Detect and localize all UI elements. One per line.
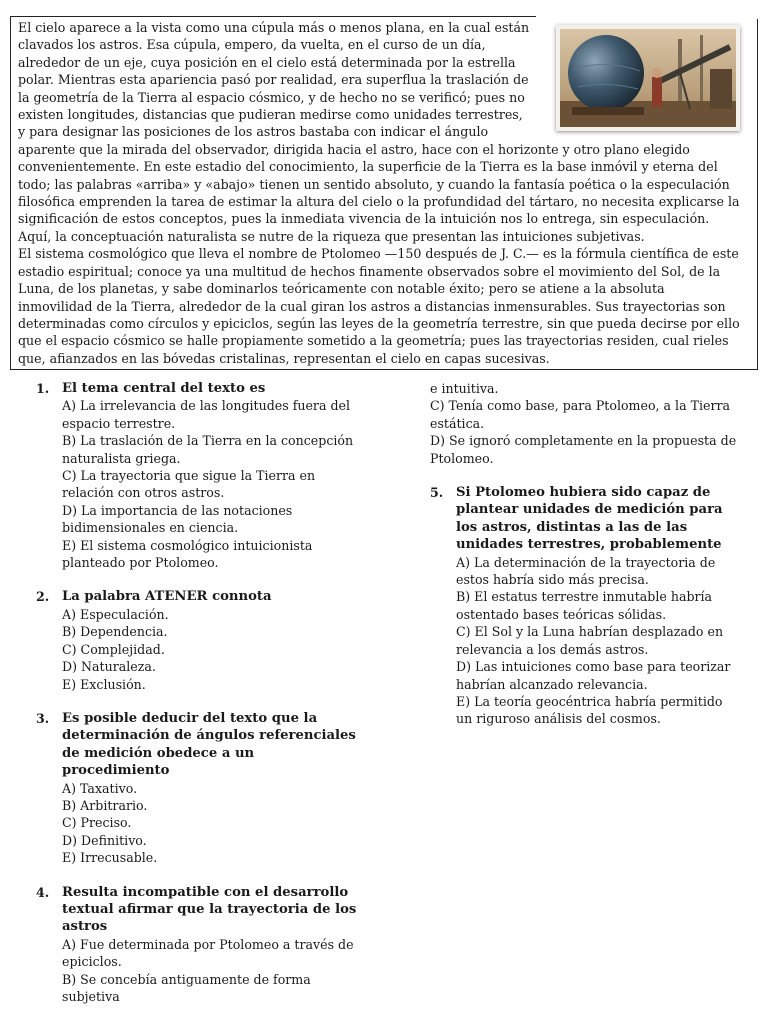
question-text: Si Ptolomeo hubiera sido capaz de plantear unidades de medición para los astros, distintas a las de las unidades terrestres, probablemente xyxy=(456,485,723,553)
option-a: A) La determinación de la trayectoria de estos habría sido más precisa. xyxy=(456,554,716,588)
question-text: La palabra ATENER connota xyxy=(62,589,272,605)
option-d: D) Se ignoró completamente en la propuesta de Ptolomeo. xyxy=(430,433,737,466)
questions-left-column xyxy=(36,380,366,1022)
option-b: B) Dependencia. xyxy=(62,624,168,640)
option-c: C) La trayectoria que sigue la Tierra en relación con otros astros. xyxy=(62,468,316,501)
question-text: Es posible deducir del texto que la determinación de ángulos referenciales de medición obedece a un procedimiento xyxy=(62,710,356,779)
option-a: A) Taxativo. xyxy=(62,780,138,796)
question-text: El tema central del texto es xyxy=(62,381,266,396)
option-e: E) La teoría geocéntrica habría permitido un riguroso análisis del cosmos. xyxy=(456,693,723,727)
question-number: 2. xyxy=(36,589,50,605)
option-b: B) Se concebía antiguamente de forma subjetiva xyxy=(62,971,311,1004)
question-number: 1. xyxy=(36,381,50,396)
passage-paragraph-1: El cielo aparece a la vista como una cúpula más o menos plana, en la cual están clavados los astros. Esa cúpula, empero, da vuelta, en el curso de un día, alrededor de un eje, cuya posición en el cielo está determinada por la estrella polar. Mientras esta apariencia pasó por realidad, era superflua la traslación de la geometría de la Tierra al espacio cósmico, y de hecho no se verificó; pues no existen longitudes, distancias que pudieran medirse como unidades terrestres, y para designar las posiciones de los astros bastaba con indicar el ángulo aparente que la mirada del observador, dirigida hacia el astro, hace con el horizonte y otro plano elegido convenientemente. En este estadio del conocimiento, la superficie de la Tierra es la base inmóvil y eterna del todo; las palabras «arriba» y «abajo» tienen un sentido absoluto, y cuando la fantasía poética o la especulación filosófica emprenden la tarea de estimar la altura del cielo o la profundidad del tártaro, no necesita explicarse la significación de estos conceptos, pues la inmediata vivencia de la intuición nos lo entrega, sin especulación. Aquí, la conceptuación naturalista se nutre de la riqueza que presentan las intuiciones subjetivas. xyxy=(18,20,740,244)
option-a: A) Fue determinada por Ptolomeo a través de epiciclos. xyxy=(62,936,354,970)
option-e: E) Irrecusable. xyxy=(62,850,158,866)
passage-paragraph-2: El sistema cosmológico que lleva el nombre de Ptolomeo —150 después de J. C.— es la fórmula científica de este estadio espiritual; conoce ya una multitud de hechos finamente observados sobre el movimiento del Sol, de la Luna, de los planetas, y sabe dominarlos teóricamente con notable éxito; pero se atiene a la absoluta inmovilidad de la Tierra, alrededor de la cual giran los astros a distancias inmensurables. Sus trayectorias son determinadas como círculos y epiciclos, según las leyes de la geometría terrestre, sin que pueda decirse por ello que el espacio cósmico se halle propiamente sometido a la geometría; pues las trayectorias residen, cual rieles que, afianzados en las bóvedas cristalinas, representan el cielo en capas sucesivas. xyxy=(18,246,740,366)
option-b: B) Arbitrario. xyxy=(62,797,148,813)
option-e: E) Exclusión. xyxy=(62,676,146,692)
option-e: E) El sistema cosmológico intuicionista planteado por Ptolomeo. xyxy=(62,537,313,571)
option-a: A) Especulación. xyxy=(62,606,169,622)
question-number: 5. xyxy=(430,485,444,501)
question-number: 4. xyxy=(36,884,50,900)
option-b-continuation: e intuitiva. xyxy=(430,381,499,396)
option-d: D) Definitivo. xyxy=(62,832,147,848)
questions-right-column xyxy=(430,380,742,745)
question-3 xyxy=(36,710,366,867)
question-text: Resulta incompatible con el desarrollo textual afirmar que la trayectoria de los astros xyxy=(62,884,357,935)
option-c: C) Preciso. xyxy=(62,815,132,831)
question-4 xyxy=(36,884,366,1006)
option-b: B) El estatus terrestre inmutable habría ostentado bases teóricas sólidas. xyxy=(456,589,713,622)
option-d: D) Las intuiciones como base para teorizar habrían alcanzado relevancia. xyxy=(456,659,731,692)
option-c: C) Complejidad. xyxy=(62,641,165,657)
illustration-svg xyxy=(560,29,736,127)
option-d: D) La importancia de las notaciones bidimensionales en ciencia. xyxy=(62,502,293,536)
option-c: C) Tenía como base, para Ptolomeo, a la Tierra estática. xyxy=(430,398,731,431)
astronomer-telescope-globe-illustration xyxy=(556,25,740,131)
question-2 xyxy=(36,588,366,692)
option-c: C) El Sol y la Luna habrían desplazado en relevancia a los demás astros. xyxy=(456,624,724,657)
question-5 xyxy=(430,484,742,728)
option-a: A) La irrelevancia de las longitudes fuera del espacio terrestre. xyxy=(62,398,350,431)
option-b: B) La traslación de la Tierra en la concepción naturalista griega. xyxy=(62,433,354,466)
question-4-continuation xyxy=(430,380,742,467)
question-number: 3. xyxy=(36,710,50,726)
question-1 xyxy=(36,380,366,571)
option-d: D) Naturaleza. xyxy=(62,659,156,675)
